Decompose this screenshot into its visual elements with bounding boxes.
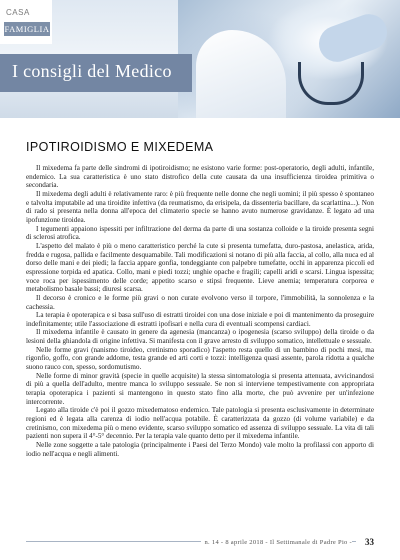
article-paragraph: Nelle forme gravi (nanismo tiroideo, cretinismo sporadico) l'aspetto resta quello di un bambino di pochi mesi, ma rigonfio, goffo, con grande addome, testa grande ed arti corti e tozzi: intelligenza quasi assente, parola ridotta a qualche suono rauco con, spesso, sordomutismo. — [26, 345, 374, 372]
header-photo-doctor — [178, 0, 400, 118]
article-paragraph: Legato alla tiroide c'è poi il gozzo mixedematoso endemico. Tale patologia si presenta esclusivamente in determinate regioni ed è legata alla carenza di iodio nell'acqua potabile. È caratterizzata da gozzo (di volume variabile) e da cretinismo, con mixedema più o meno evidente, scarso sviluppo somatico ed assenza di sviluppo sessuale. La vita di tali pazienti non supera il 4°-5° decennio. Per la terapia vale quanto detto per il mixedema infantile. — [26, 406, 374, 441]
article-paragraph: Nelle zone soggette a tale patologia (principalmente i Paesi del Terzo Mondo) vale molto la profilassi con apporto di iodio nell'acqua e negli alimenti. — [26, 441, 374, 458]
article-paragraph: Il mixedema degli adulti è relativamente raro: è più frequente nelle donne che negli uomini; il più spesso è spontaneo e talvolta imputabile ad una tiroidite infettiva (da reumatismo, da erisipela, da dissenteria bacillare, da scarlattina...). Non di rado si presenta nella donna all'epoca del climaterio specie se hanno avuto numerose gravidanze. È legato ad una ipofunzione tiroidea. — [26, 189, 374, 224]
logo-name-text: FAMIGLIA — [4, 24, 50, 34]
article-paragraph: I tegumenti appaiono ispessiti per infiltrazione del derma da parte di una sostanza colloide e la tiroide presenta segni di sclerosi atrofica. — [26, 224, 374, 242]
article — [26, 140, 374, 458]
logo-top-text: CASA — [6, 8, 30, 17]
article-paragraph: Nelle forme di minor gravità (specie in quelle acquisite) la stessa sintomatologia si presenta attenuata, avvicinandosi di più a quella dell'adulto, mentre manca lo sviluppo sessuale. Se non si interviene tempestivamente con appropriata terapia opoterapica i pazienti si mantengono in questo stato fino alla morte, che può avvenire per un'infezione intercorrente. — [26, 371, 374, 406]
footer-issue-text: n. 14 - 8 aprile 2018 - Il Settimanale di Padre Pio - — [201, 539, 353, 546]
article-paragraph: Il decorso è cronico e le forme più gravi o non curate evolvono verso il torpore, l'immobilità, la sonnolenza e la cachessia. — [26, 293, 374, 311]
casa-famiglia-logo — [0, 0, 52, 44]
glove-shape — [314, 9, 392, 67]
article-paragraph: Il mixedema infantile è causato in genere da agenesia (mancanza) o ipogenesia (scarso sviluppo) della tiroide o da lesioni della ghiandola di origine infettiva. Si manifesta con il grave arresto di sviluppo somatico, intellettuale e sessuale. — [26, 328, 374, 346]
section-title: I consigli del Medico — [12, 61, 172, 81]
article-paragraph: L'aspetto del malato è più o meno caratteristico perché la cute si presenta tumefatta, duro-pastosa, anelastica, arida, fredda e rugosa, pallida e facilmente desquamabile. Tali modificazioni si notano di più alla faccia, al collo, alla nuca ed al dorso delle mani e dei piedi; la faccia appare gonfia, tondeggiante con palpebre tumefatte, occhi in apparenza piccoli ed espressione torpida ed apatica. Collo, mani e piedi tozzi; unghie opache e fragili; capelli aridi e scarsi. Lingua ispessita; voce roca per ispessimento delle corde; appetito scarso e stipsi frequente. Lieve anemia; temperatura corporea e metabolismo basale bassi; diuresi scarsa. — [26, 241, 374, 294]
stethoscope-icon — [298, 62, 364, 105]
article-paragraph: Il mixedema fa parte delle sindromi di ipotiroidismo; ne esistono varie forme: post-operatorio, degli adulti, infantile, endemico. La sua caratteristica è uno stato distrofico della cute causata da una insufficienza tiroidea primitiva o secondaria. — [26, 164, 374, 190]
doctor-coat-shape — [196, 30, 286, 118]
article-title: IPOTIROIDISMO E MIXEDEMA — [26, 140, 214, 154]
page-number: 33 — [365, 537, 374, 547]
article-paragraph: La terapia è opoterapica e si basa sull'uso di estratti tiroidei con una dose iniziale e poi di mantenimento da proseguire indefinitamente; utile l'associazione di estratti ipofisari e nella cura di eventuali scompensi cardiaci. — [26, 311, 374, 328]
section-band — [0, 54, 192, 92]
page-footer — [0, 536, 400, 558]
page-header — [0, 0, 400, 118]
